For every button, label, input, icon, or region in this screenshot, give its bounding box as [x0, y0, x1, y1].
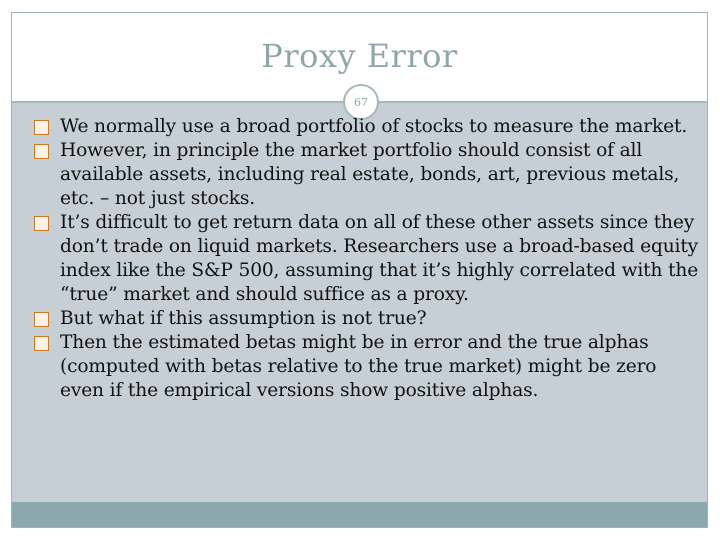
footer-bar: [12, 502, 707, 527]
bullet-text: Then the estimated betas might be in error and the true alphas (computed with betas relative to the true market) might be zero even if the empirical versions show positive alphas.: [60, 332, 657, 401]
bullet-square-icon: [34, 216, 49, 231]
bullet-text: However, in principle the market portfolio should consist of all available assets, including real estate, bonds, art, previous metals, etc. – not just stocks.: [60, 140, 680, 209]
bullet-square-icon: [34, 312, 49, 327]
bullet-item: [34, 307, 702, 331]
bullet-item: [34, 115, 702, 139]
bullet-item: [34, 211, 702, 307]
bullet-square-icon: [34, 144, 49, 159]
bullet-list: [34, 115, 702, 403]
bullet-text: It’s difficult to get return data on all of these other assets since they don’t trade on liquid markets. Researchers use a broad-based equity index like the S&P 500, assuming that it’s highly correlated with the “true” market and should suffice as a proxy.: [60, 212, 699, 305]
slide-title: Proxy Error: [261, 37, 458, 75]
bullet-item: [34, 331, 702, 403]
bullet-text: We normally use a broad portfolio of stocks to measure the market.: [60, 116, 688, 137]
bullet-item: [34, 139, 702, 211]
page-number: 67: [354, 95, 368, 109]
bullet-text: But what if this assumption is not true?: [60, 308, 427, 329]
bullet-square-icon: [34, 120, 49, 135]
bullet-square-icon: [34, 336, 49, 351]
